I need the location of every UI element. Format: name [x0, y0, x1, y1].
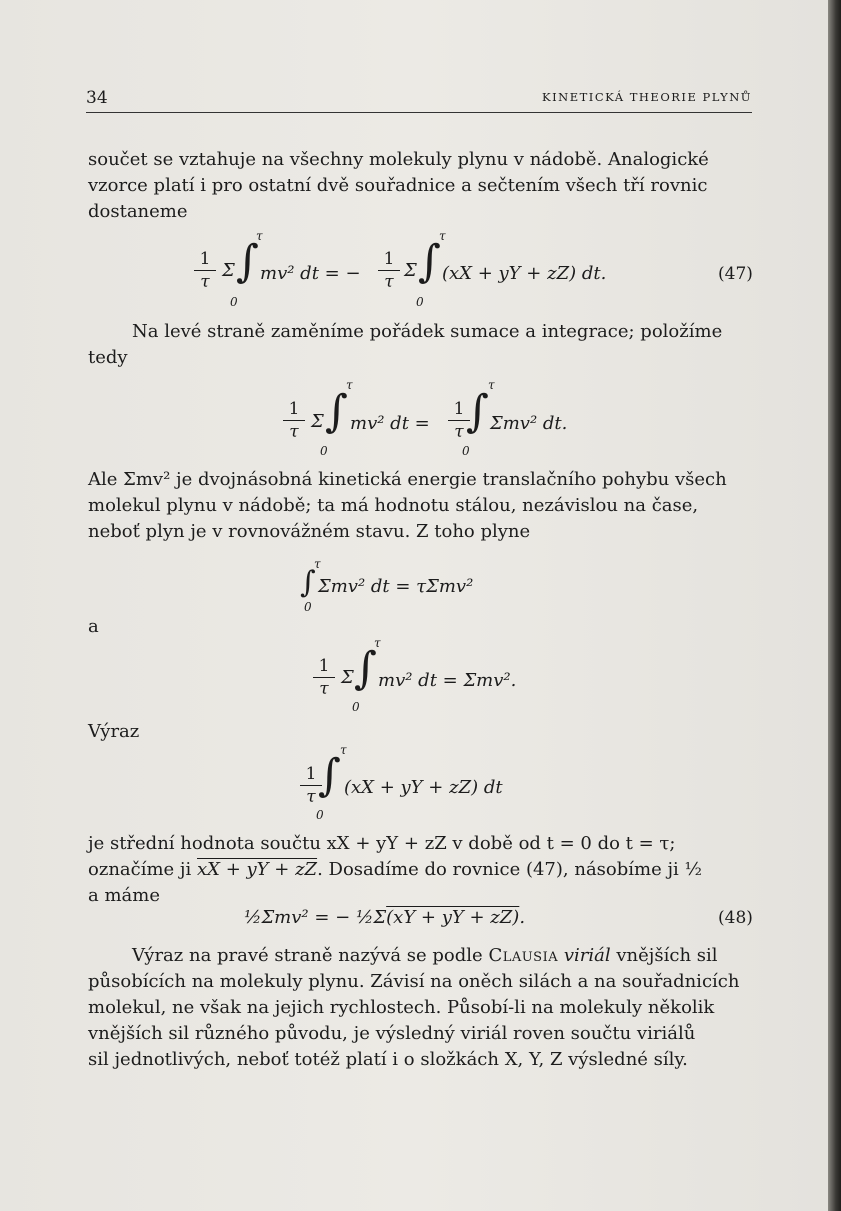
lower-limit: 0: [230, 295, 238, 309]
fraction: $\frac{1}{\tau}$: [194, 248, 216, 293]
integral-sign: ∫: [300, 565, 316, 600]
text-line: molekul, ne však na jejich rychlostech. Působí-li na molekuly několik: [88, 997, 715, 1018]
running-title: KINETICKÁ THEORIE PLYNŮ: [542, 90, 752, 104]
text-line: tedy: [88, 347, 128, 368]
running-header: [86, 88, 752, 113]
text-line: součet se vztahuje na všechny molekuly plynu v nádobě. Analogické: [88, 149, 709, 170]
sum-symbol: Σ: [341, 667, 354, 688]
fraction: $\frac{1}{\tau}$: [378, 248, 400, 293]
integral-sign: ∫: [325, 386, 348, 437]
text-line: působících na molekuly plynu. Závisí na oněch silách a na souřadnicích: [88, 971, 740, 992]
integrand: mv² dt =: [350, 413, 430, 434]
term-emphasis: viriál: [563, 945, 611, 966]
sum-symbol: Σ: [404, 260, 417, 281]
text-line: neboť plyn je v rovnovážném stavu. Z toho plyne: [88, 521, 531, 542]
text-line: vzorce platí i pro ostatní dvě souřadnice a sečtením všech tří rovnic: [88, 175, 708, 196]
text-line: označíme ji xX + yY + zZ. Dosadíme do rovnice (47), násobíme ji ½: [88, 859, 702, 880]
integral-sign: ∫: [354, 643, 377, 694]
equation-number: (48): [718, 908, 753, 928]
integral-sign: ∫: [418, 236, 441, 287]
integral-sign: ∫: [466, 386, 489, 437]
upper-limit: τ: [488, 378, 495, 392]
text-word: a: [88, 616, 99, 637]
page-number: 34: [86, 88, 108, 108]
equation-number: (47): [718, 264, 753, 284]
fraction: $\frac{1}{\tau}$: [313, 655, 335, 700]
book-spine-shadow: [828, 0, 841, 1211]
text-line: vnějších sil různého původu, je výsledný viriál roven součtu viriálů: [88, 1023, 696, 1044]
text-line: Výraz na pravé straně nazývá se podle Clausia viriál vnějších sil: [132, 945, 718, 966]
text-line: Na levé straně zaměníme pořádek sumace a integrace; položíme: [132, 321, 723, 342]
upper-limit: τ: [340, 743, 347, 757]
upper-limit: τ: [439, 229, 446, 243]
integrand: mv² dt = Σmv².: [378, 670, 517, 691]
upper-limit: τ: [314, 557, 321, 571]
integral-sign: ∫: [318, 750, 341, 801]
integrand: Σmv² dt.: [490, 413, 568, 434]
lower-limit: 0: [462, 444, 470, 458]
integrand: (xX + yY + zZ) dt: [344, 777, 503, 798]
integrand: (xX + yY + zZ) dt.: [442, 263, 607, 284]
upper-limit: τ: [374, 636, 381, 650]
upper-limit: τ: [346, 378, 353, 392]
text-line: a máme: [88, 885, 160, 906]
integrand: mv² dt = −: [260, 263, 361, 284]
text-word: Výraz: [88, 721, 140, 742]
lower-limit: 0: [316, 808, 324, 822]
sum-symbol: Σ: [222, 260, 235, 281]
text-line: sil jednotlivých, neboť totéž platí i o složkách X, Y, Z výsledné síly.: [88, 1049, 688, 1070]
text-line: je střední hodnota součtu xX + yY + zZ v době od t = 0 do t = τ;: [88, 833, 676, 854]
text-line: Ale Σmv² je dvojnásobná kinetická energie translačního pohybu všech: [88, 469, 727, 490]
text-line: molekul plynu v nádobě; ta má hodnotu stálou, nezávislou na čase,: [88, 495, 699, 516]
lower-limit: 0: [416, 295, 424, 309]
lower-limit: 0: [352, 700, 360, 714]
mean-value-overline: xX + yY + zZ: [197, 859, 318, 880]
sum-symbol: Σ: [311, 411, 324, 432]
fraction: $\frac{1}{\tau}$: [300, 763, 322, 808]
equation-left: ½Σmv² = − ½Σ(xY + yY + zZ).: [244, 907, 526, 928]
upper-limit: τ: [256, 229, 263, 243]
fraction: $\frac{1}{\tau}$: [448, 398, 470, 443]
lower-limit: 0: [304, 600, 312, 614]
lower-limit: 0: [320, 444, 328, 458]
integrand: Σmv² dt = τΣmv²: [318, 576, 474, 597]
fraction: $\frac{1}{\tau}$: [283, 398, 305, 443]
author-name: Clausia: [488, 945, 559, 966]
text-line: dostaneme: [88, 201, 188, 222]
integral-sign: ∫: [236, 236, 259, 287]
